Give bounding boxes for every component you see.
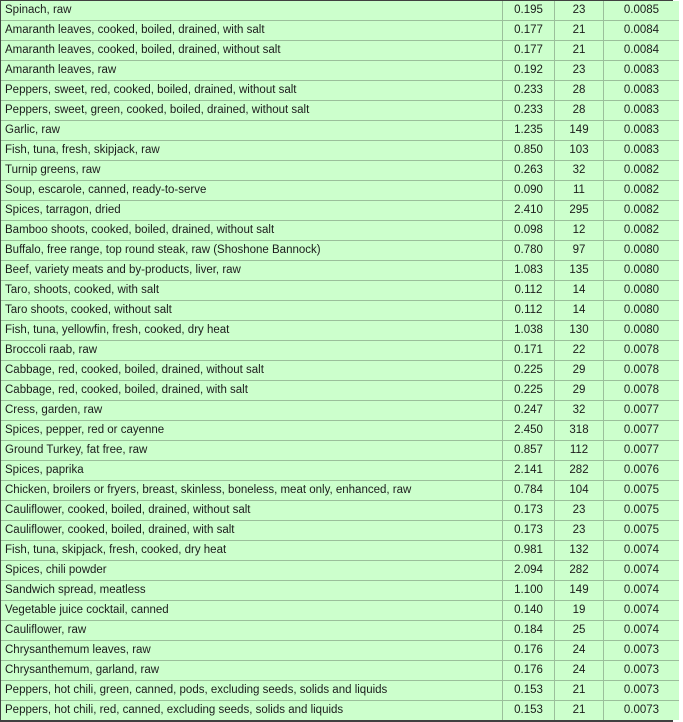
cell-ratio: 0.0080 — [604, 241, 680, 261]
cell-ratio: 0.0080 — [604, 261, 680, 281]
cell-nutrient-amount: 0.784 — [503, 481, 555, 501]
cell-calories: 14 — [555, 301, 604, 321]
cell-food-name: Spices, chili powder — [1, 561, 503, 581]
cell-food-name: Spices, pepper, red or cayenne — [1, 421, 503, 441]
cell-food-name: Taro shoots, cooked, without salt — [1, 301, 503, 321]
cell-food-name: Bamboo shoots, cooked, boiled, drained, without salt — [1, 221, 503, 241]
cell-ratio: 0.0083 — [604, 81, 680, 101]
cell-ratio: 0.0077 — [604, 401, 680, 421]
cell-nutrient-amount: 0.173 — [503, 501, 555, 521]
table-row[interactable] — [1, 81, 679, 101]
cell-ratio: 0.0082 — [604, 201, 680, 221]
table-row[interactable] — [1, 241, 679, 261]
cell-nutrient-amount: 2.410 — [503, 201, 555, 221]
cell-food-name: Soup, escarole, canned, ready-to-serve — [1, 181, 503, 201]
cell-ratio: 0.0074 — [604, 581, 680, 601]
cell-calories: 21 — [555, 41, 604, 61]
cell-food-name: Chicken, broilers or fryers, breast, skinless, boneless, meat only, enhanced, raw — [1, 481, 503, 501]
cell-calories: 282 — [555, 461, 604, 481]
cell-calories: 28 — [555, 101, 604, 121]
cell-nutrient-amount: 0.225 — [503, 381, 555, 401]
cell-calories: 19 — [555, 601, 604, 621]
cell-calories: 24 — [555, 641, 604, 661]
table-row[interactable] — [1, 301, 679, 321]
cell-calories: 149 — [555, 121, 604, 141]
table-row[interactable] — [1, 441, 679, 461]
cell-nutrient-amount: 0.225 — [503, 361, 555, 381]
table-row[interactable] — [1, 541, 679, 561]
cell-food-name: Peppers, sweet, green, cooked, boiled, drained, without salt — [1, 101, 503, 121]
cell-nutrient-amount: 2.450 — [503, 421, 555, 441]
cell-food-name: Chrysanthemum, garland, raw — [1, 661, 503, 681]
table-row[interactable] — [1, 41, 679, 61]
cell-food-name: Garlic, raw — [1, 121, 503, 141]
cell-food-name: Broccoli raab, raw — [1, 341, 503, 361]
cell-calories: 14 — [555, 281, 604, 301]
table-row[interactable] — [1, 401, 679, 421]
cell-ratio: 0.0075 — [604, 521, 680, 541]
cell-food-name: Amaranth leaves, raw — [1, 61, 503, 81]
table-row[interactable] — [1, 481, 679, 501]
cell-food-name: Peppers, hot chili, green, canned, pods, excluding seeds, solids and liquids — [1, 681, 503, 701]
cell-calories: 21 — [555, 701, 604, 721]
cell-calories: 318 — [555, 421, 604, 441]
table-row[interactable] — [1, 421, 679, 441]
table-row[interactable] — [1, 261, 679, 281]
cell-food-name: Vegetable juice cocktail, canned — [1, 601, 503, 621]
cell-nutrient-amount: 0.171 — [503, 341, 555, 361]
cell-calories: 103 — [555, 141, 604, 161]
cell-nutrient-amount: 0.090 — [503, 181, 555, 201]
table-row[interactable] — [1, 221, 679, 241]
table-row[interactable] — [1, 141, 679, 161]
cell-nutrient-amount: 2.094 — [503, 561, 555, 581]
table-row[interactable] — [1, 661, 679, 681]
cell-ratio: 0.0084 — [604, 41, 680, 61]
cell-food-name: Amaranth leaves, cooked, boiled, drained, without salt — [1, 41, 503, 61]
cell-calories: 29 — [555, 361, 604, 381]
cell-ratio: 0.0077 — [604, 441, 680, 461]
table-row[interactable] — [1, 101, 679, 121]
table-row[interactable] — [1, 621, 679, 641]
cell-calories: 23 — [555, 1, 604, 21]
table-row[interactable] — [1, 61, 679, 81]
cell-nutrient-amount: 2.141 — [503, 461, 555, 481]
cell-calories: 32 — [555, 401, 604, 421]
cell-ratio: 0.0083 — [604, 61, 680, 81]
table-row[interactable] — [1, 361, 679, 381]
cell-nutrient-amount: 0.247 — [503, 401, 555, 421]
cell-food-name: Spices, tarragon, dried — [1, 201, 503, 221]
cell-food-name: Buffalo, free range, top round steak, raw (Shoshone Bannock) — [1, 241, 503, 261]
cell-nutrient-amount: 0.857 — [503, 441, 555, 461]
cell-calories: 11 — [555, 181, 604, 201]
cell-nutrient-amount: 0.173 — [503, 521, 555, 541]
cell-nutrient-amount: 0.233 — [503, 101, 555, 121]
table-row[interactable] — [1, 341, 679, 361]
cell-calories: 135 — [555, 261, 604, 281]
cell-nutrient-amount: 0.233 — [503, 81, 555, 101]
cell-food-name: Spinach, raw — [1, 1, 503, 21]
cell-calories: 29 — [555, 381, 604, 401]
cell-food-name: Spices, paprika — [1, 461, 503, 481]
cell-nutrient-amount: 0.112 — [503, 301, 555, 321]
cell-food-name: Peppers, sweet, red, cooked, boiled, drained, without salt — [1, 81, 503, 101]
table-row[interactable] — [1, 581, 679, 601]
cell-calories: 295 — [555, 201, 604, 221]
table-row[interactable] — [1, 121, 679, 141]
cell-nutrient-amount: 0.177 — [503, 21, 555, 41]
table-row[interactable] — [1, 21, 679, 41]
cell-ratio: 0.0073 — [604, 641, 680, 661]
cell-calories: 282 — [555, 561, 604, 581]
table-row[interactable] — [1, 521, 679, 541]
cell-food-name: Cabbage, red, cooked, boiled, drained, with salt — [1, 381, 503, 401]
cell-calories: 149 — [555, 581, 604, 601]
cell-food-name: Peppers, hot chili, red, canned, excluding seeds, solids and liquids — [1, 701, 503, 721]
cell-food-name: Taro, shoots, cooked, with salt — [1, 281, 503, 301]
cell-calories: 112 — [555, 441, 604, 461]
cell-calories: 130 — [555, 321, 604, 341]
cell-food-name: Cauliflower, cooked, boiled, drained, without salt — [1, 501, 503, 521]
cell-nutrient-amount: 0.263 — [503, 161, 555, 181]
cell-ratio: 0.0083 — [604, 121, 680, 141]
cell-ratio: 0.0078 — [604, 381, 680, 401]
table-body — [1, 1, 679, 720]
cell-ratio: 0.0074 — [604, 621, 680, 641]
cell-ratio: 0.0077 — [604, 421, 680, 441]
cell-nutrient-amount: 1.235 — [503, 121, 555, 141]
cell-ratio: 0.0078 — [604, 361, 680, 381]
cell-nutrient-amount: 0.981 — [503, 541, 555, 561]
cell-calories: 23 — [555, 501, 604, 521]
cell-calories: 28 — [555, 81, 604, 101]
cell-ratio: 0.0076 — [604, 461, 680, 481]
cell-nutrient-amount: 0.195 — [503, 1, 555, 21]
cell-nutrient-amount: 0.850 — [503, 141, 555, 161]
cell-calories: 12 — [555, 221, 604, 241]
cell-nutrient-amount: 0.184 — [503, 621, 555, 641]
cell-ratio: 0.0080 — [604, 281, 680, 301]
cell-calories: 22 — [555, 341, 604, 361]
cell-calories: 25 — [555, 621, 604, 641]
table-row[interactable] — [1, 701, 679, 721]
table-row[interactable] — [1, 181, 679, 201]
cell-calories: 21 — [555, 21, 604, 41]
cell-calories: 24 — [555, 661, 604, 681]
cell-nutrient-amount: 0.098 — [503, 221, 555, 241]
cell-ratio: 0.0082 — [604, 221, 680, 241]
cell-calories: 21 — [555, 681, 604, 701]
table-row[interactable] — [1, 321, 679, 341]
table-row[interactable] — [1, 461, 679, 481]
cell-food-name: Sandwich spread, meatless — [1, 581, 503, 601]
cell-food-name: Cress, garden, raw — [1, 401, 503, 421]
cell-food-name: Turnip greens, raw — [1, 161, 503, 181]
cell-ratio: 0.0075 — [604, 481, 680, 501]
cell-food-name: Fish, tuna, skipjack, fresh, cooked, dry heat — [1, 541, 503, 561]
table-row[interactable] — [1, 561, 679, 581]
cell-ratio: 0.0084 — [604, 21, 680, 41]
cell-nutrient-amount: 0.112 — [503, 281, 555, 301]
table-row[interactable] — [1, 501, 679, 521]
cell-ratio: 0.0074 — [604, 601, 680, 621]
table-row[interactable] — [1, 681, 679, 701]
cell-nutrient-amount: 0.192 — [503, 61, 555, 81]
cell-food-name: Fish, tuna, yellowfin, fresh, cooked, dry heat — [1, 321, 503, 341]
cell-food-name: Chrysanthemum leaves, raw — [1, 641, 503, 661]
cell-calories: 23 — [555, 61, 604, 81]
cell-calories: 32 — [555, 161, 604, 181]
cell-food-name: Cauliflower, raw — [1, 621, 503, 641]
cell-ratio: 0.0080 — [604, 301, 680, 321]
cell-nutrient-amount: 1.038 — [503, 321, 555, 341]
cell-ratio: 0.0073 — [604, 681, 680, 701]
cell-ratio: 0.0083 — [604, 141, 680, 161]
table-row[interactable] — [1, 281, 679, 301]
cell-nutrient-amount: 0.153 — [503, 681, 555, 701]
cell-calories: 97 — [555, 241, 604, 261]
table-row[interactable] — [1, 641, 679, 661]
cell-ratio: 0.0075 — [604, 501, 680, 521]
nutrient-density-table — [1, 1, 679, 720]
cell-nutrient-amount: 0.176 — [503, 641, 555, 661]
cell-ratio: 0.0073 — [604, 701, 680, 721]
cell-food-name: Cabbage, red, cooked, boiled, drained, without salt — [1, 361, 503, 381]
cell-calories: 132 — [555, 541, 604, 561]
cell-ratio: 0.0074 — [604, 541, 680, 561]
cell-food-name: Amaranth leaves, cooked, boiled, drained, with salt — [1, 21, 503, 41]
cell-food-name: Beef, variety meats and by-products, liver, raw — [1, 261, 503, 281]
table-row[interactable] — [1, 601, 679, 621]
cell-ratio: 0.0073 — [604, 661, 680, 681]
cell-calories: 104 — [555, 481, 604, 501]
cell-nutrient-amount: 1.083 — [503, 261, 555, 281]
cell-nutrient-amount: 0.176 — [503, 661, 555, 681]
cell-ratio: 0.0085 — [604, 1, 680, 21]
cell-ratio: 0.0080 — [604, 321, 680, 341]
cell-nutrient-amount: 0.153 — [503, 701, 555, 721]
table-row[interactable] — [1, 201, 679, 221]
cell-nutrient-amount: 0.177 — [503, 41, 555, 61]
cell-ratio: 0.0083 — [604, 101, 680, 121]
cell-ratio: 0.0078 — [604, 341, 680, 361]
cell-nutrient-amount: 1.100 — [503, 581, 555, 601]
cell-ratio: 0.0082 — [604, 181, 680, 201]
cell-ratio: 0.0074 — [604, 561, 680, 581]
cell-calories: 23 — [555, 521, 604, 541]
cell-nutrient-amount: 0.140 — [503, 601, 555, 621]
cell-food-name: Fish, tuna, fresh, skipjack, raw — [1, 141, 503, 161]
table-row[interactable] — [1, 1, 679, 21]
table-row[interactable] — [1, 161, 679, 181]
cell-ratio: 0.0082 — [604, 161, 680, 181]
cell-nutrient-amount: 0.780 — [503, 241, 555, 261]
table-row[interactable] — [1, 381, 679, 401]
cell-food-name: Cauliflower, cooked, boiled, drained, with salt — [1, 521, 503, 541]
cell-food-name: Ground Turkey, fat free, raw — [1, 441, 503, 461]
